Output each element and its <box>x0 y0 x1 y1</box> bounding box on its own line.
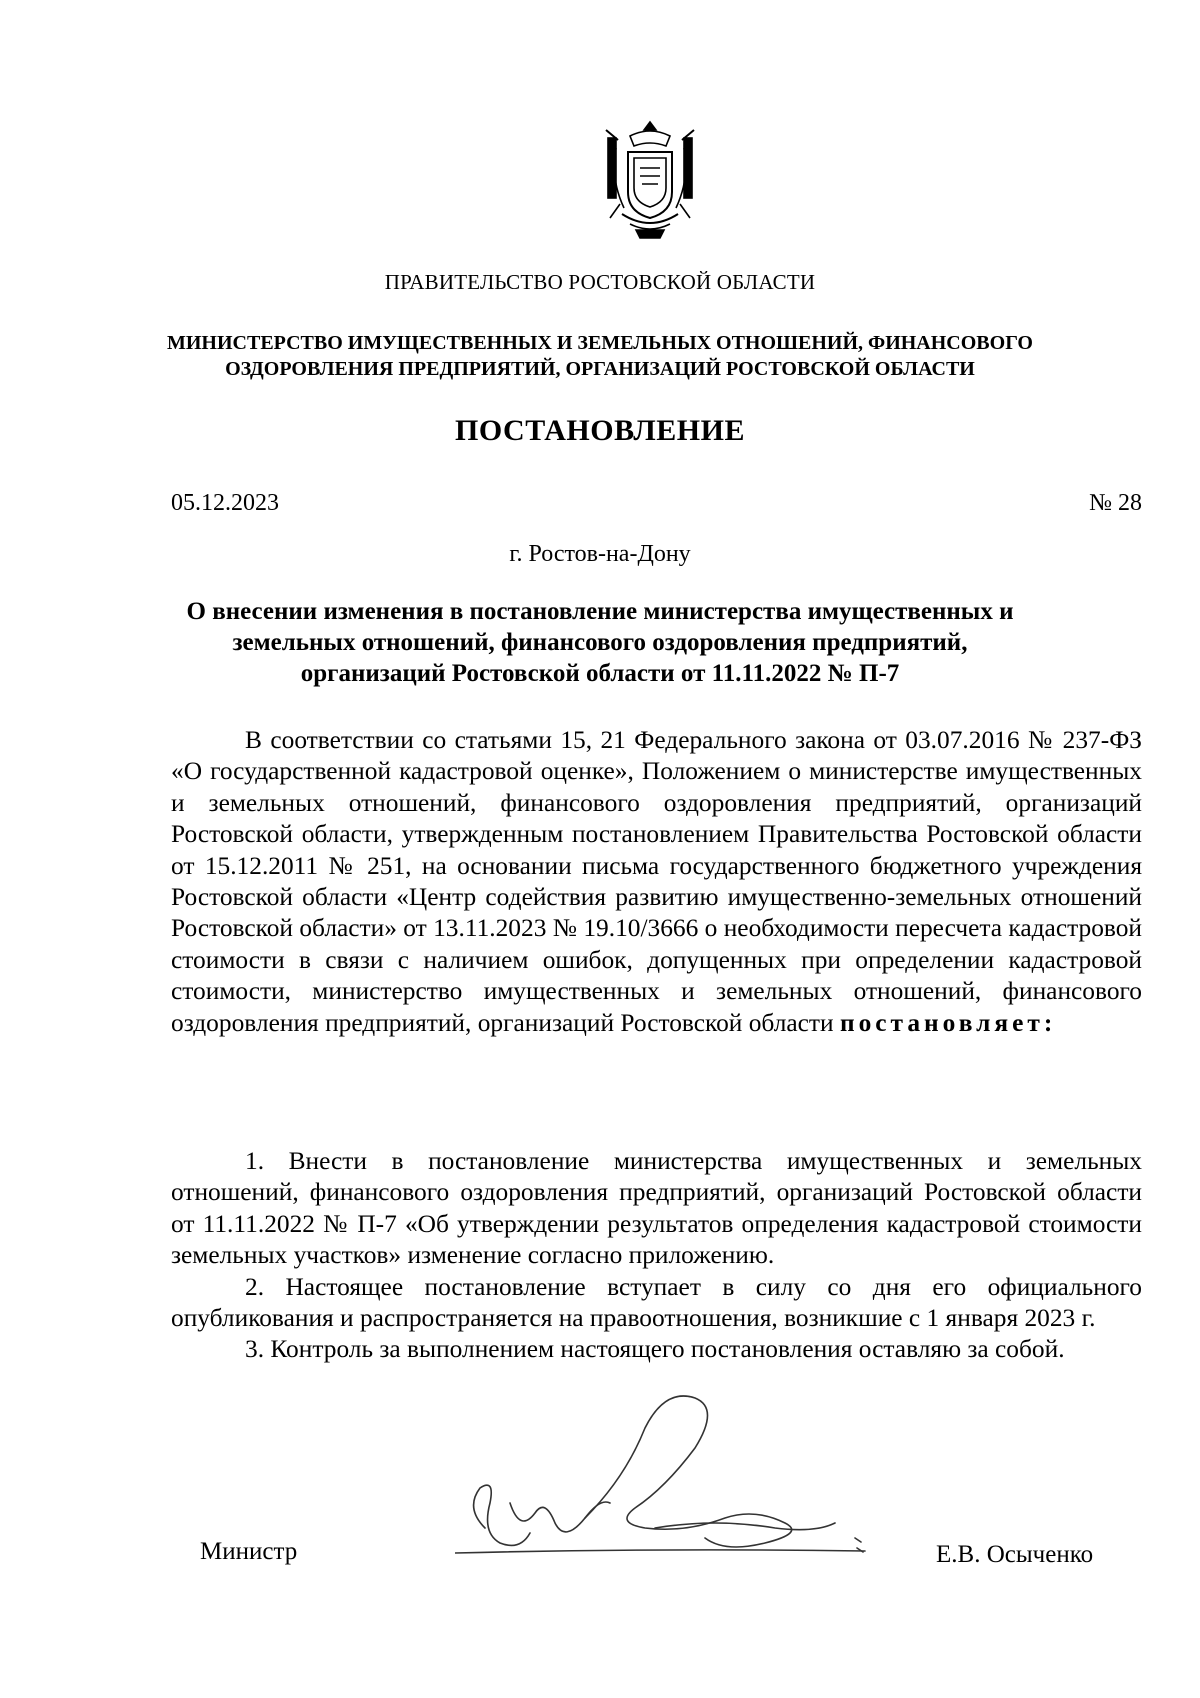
resolution-item-2: 2. Настоящее постановление вступает в силу со дня его официального опубликования и распространяется на правоотношения, возникшие с 1 января 2023 г. <box>171 1272 1142 1333</box>
handwritten-signature <box>455 1378 915 1578</box>
document-number: № 28 <box>1089 490 1142 516</box>
coat-of-arms-icon <box>600 118 700 244</box>
ministry-heading-line1: МИНИСТЕРСТВО ИМУЩЕСТВЕННЫХ И ЗЕМЕЛЬНЫХ ОТНОШЕНИЙ, ФИНАНСОВОГО <box>166 332 1033 354</box>
title-line1: О внесении изменения в постановление министерства имущественных и <box>186 598 1014 625</box>
document-type: ПОСТАНОВЛЕНИЕ <box>455 414 745 447</box>
resolution-items <box>171 1146 1142 1366</box>
preamble-text: В соответствии со статьями 15, 21 Федерального закона от 03.07.2016 № 237-ФЗ «О государственной кадастровой оценке», Положением о министерстве имущественных и земельных отношений, финансового оздоровления предприятий, организаций Ростовской области, утвержденным постановлением Правительства Ростовской области от 15.12.2011 № 251, на основании письма государственного бюджетного учреждения Ростовской области «Центр содействия развитию имущественно-земельных отношений Ростовской области» от 13.11.2023 № 19.10/3666 о необходимости пересчета кадастровой стоимости в связи с наличием ошибок, допущенных при определении кадастровой стоимости, министерство имущественных и земельных отношений, финансового оздоровления предприятий, организаций Ростовской области <box>171 726 1142 1037</box>
signatory-position: Министр <box>200 1538 298 1565</box>
document-title <box>0 596 1200 689</box>
signatory-name: Е.В. Осыченко <box>936 1541 1094 1568</box>
ministry-heading-line2: ОЗДОРОВЛЕНИЯ ПРЕДПРИЯТИЙ, ОРГАНИЗАЦИЙ РОСТОВСКОЙ ОБЛАСТИ <box>225 358 975 380</box>
ministry-heading <box>0 330 1200 382</box>
title-line2: земельных отношений, финансового оздоровления предприятий, <box>232 629 968 656</box>
government-heading: ПРАВИТЕЛЬСТВО РОСТОВСКОЙ ОБЛАСТИ <box>384 270 816 294</box>
resolves-keyword: постановляет: <box>839 1008 1057 1037</box>
resolution-item-3: 3. Контроль за выполнением настоящего постановления оставляю за собой. <box>245 1335 1065 1364</box>
document-date: 05.12.2023 <box>171 490 279 516</box>
document-city: г. Ростов-на-Дону <box>509 541 691 567</box>
preamble-paragraph <box>171 725 1142 1039</box>
resolution-item-1: 1. Внести в постановление министерства имущественных и земельных отношений, финансового оздоровления предприятий, организаций Ростовской области от 11.11.2022 № П-7 «Об утверждении результатов определения кадастровой стоимости земельных участков» изменение согласно приложению. <box>171 1147 1142 1270</box>
title-line3: организаций Ростовской области от 11.11.2022 № П-7 <box>300 660 900 687</box>
